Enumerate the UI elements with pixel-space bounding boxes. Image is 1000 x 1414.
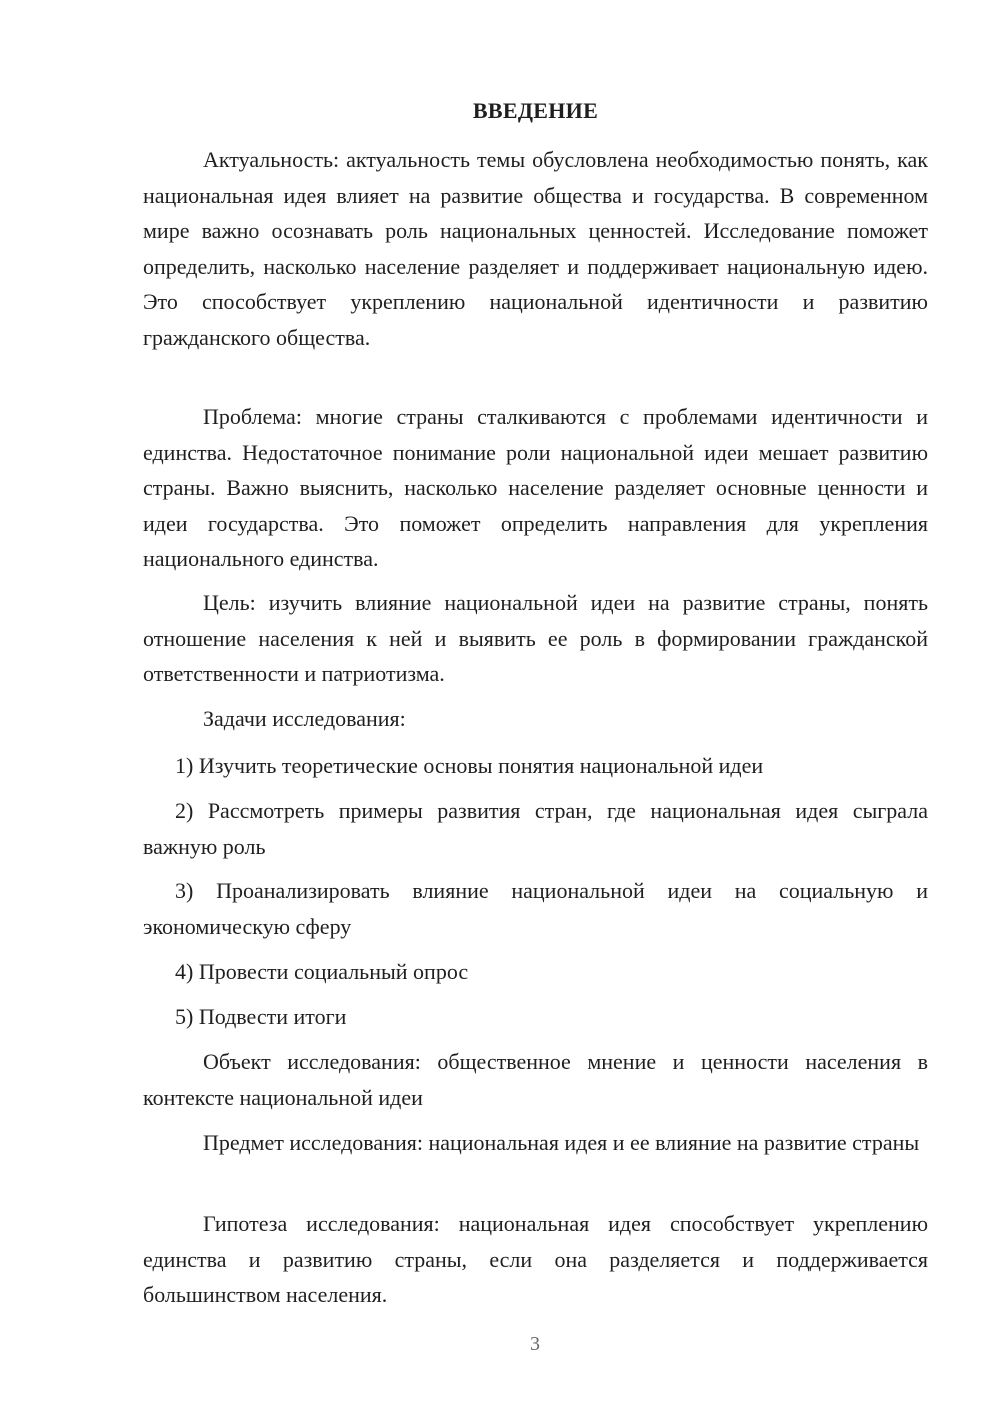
task-item-4: 4) Провести социальный опрос (175, 959, 469, 984)
relevance-paragraph: Актуальность: актуальность темы обусловлена необходимостью понять, как национальная идея влияет на развитие общества и государства. В современном мире важно осознавать роль национальных ценностей. Исследование поможет определить, насколько население разделяет и поддерживает национальную идею. Это способствует укреплению национальной идентичности и развитию гражданского общества. (143, 147, 928, 350)
task-item-2: 2) Рассмотреть примеры развития стран, где национальная идея сыграла важную роль (143, 798, 928, 859)
hypothesis-paragraph: Гипотеза исследования: национальная идея способствует укреплению единства и развитию страны, если она разделяется и поддерживается большинством населения. (143, 1211, 928, 1307)
page-number: 3 (530, 1333, 540, 1355)
tasks-heading: Задачи исследования: (203, 706, 406, 731)
goal-paragraph: Цель: изучить влияние национальной идеи на развитие страны, понять отношение населения к ней и выявить ее роль в формировании гражданской ответственности и патриотизма. (143, 590, 928, 686)
subject-paragraph: Предмет исследования: национальная идея и ее влияние на развитие страны (203, 1130, 920, 1155)
page-title: ВВЕДЕНИЕ (472, 98, 599, 123)
task-item-3: 3) Проанализировать влияние национальной идеи на социальную и экономическую сферу (143, 878, 928, 939)
task-item-5: 5) Подвести итоги (175, 1004, 347, 1029)
task-item-1: 1) Изучить теоретические основы понятия национальной идеи (175, 753, 764, 778)
problem-paragraph: Проблема: многие страны сталкиваются с проблемами идентичности и единства. Недостаточное понимание роли национальной идеи мешает развитию страны. Важно выяснить, насколько население разделяет основные ценности и идеи государства. Это поможет определить направления для укрепления национального единства. (143, 404, 928, 571)
object-paragraph: Объект исследования: общественное мнение и ценности населения в контексте национальной идеи (143, 1049, 928, 1110)
